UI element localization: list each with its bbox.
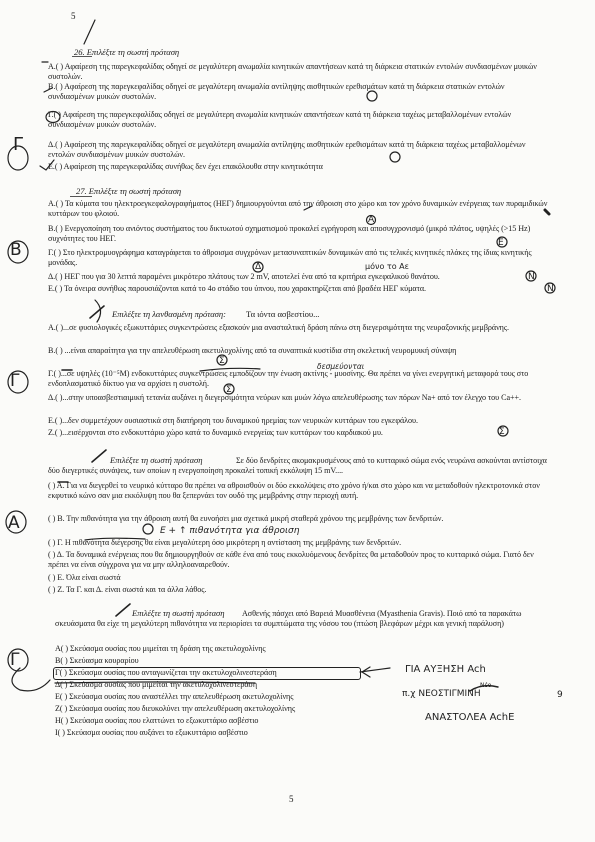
q28-option-c: Γ.( )...σε υψηλές (10⁻⁵M) ενδοκυττάριες συγκεντρώσεις εμποδίζουν την ένωση ακτίνης - μυοσίνης. Θα πρέπει να γίνει ενεργητική μεταφορά τους στο ενδοπλασματικό δίκτυο για να αρχίσει η συστολή.: [48, 369, 529, 388]
q29-option-c: ( ) Γ. Η πιθανότητα διέγερσης θα είναι μεγαλύτερη όσο μικρότερη η αντίσταση της μεμβράνης των δενδριτών.: [48, 538, 402, 547]
q28-option-d: Δ.( )...στην υποασβεστιαιμική τετανία αυξάνει η διεγερσιμότητα νεύρων και μυών λόγω απελευθέρωσης των πόρων Na+ από τον έλεγχο του Ca++.: [48, 393, 521, 402]
q26-prompt: Επιλέξτε τη σωστή πρόταση: [86, 47, 180, 57]
q29-intro: Σε δύο δενδρίτες ακομακρυσμένους από το κυτταρικό σώμα ενός νευρώνα ασκούνται αντίστοιχα δύο διεγερτικές συνάψεις, των οποίων η ενεργοποίηση προκαλεί τοπική εκκόλυψη 15 mV....: [48, 456, 547, 475]
q30-hand-mark-9: 9: [557, 690, 563, 700]
q29-handwritten-note: Ε + ↑ πιθανότητα για άθροιση: [160, 526, 300, 536]
q29-option-b: ( ) Β. Την πιθανότητα για την άθροιση αυτή θα ευνοήσει μια σχετικά μικρή σταθερά χρόνου της μεμβράνης των δενδριτών.: [48, 514, 444, 523]
q29-option-e: ( ) Ε. Όλα είναι σωστά: [48, 573, 121, 582]
q29-option-d: ( ) Δ. Τα δυναμικά ενέργειας που θα δημιουργηθούν σε κάθε ένα από τους εκκολυόμενους δενδρίτες θα μεταδοθούν προς το κυτταρικό σώμα. Γιατό δεν πρέπει να είναι σύγχρονα για να μην αλληλοαναιρεθούν.: [48, 550, 534, 569]
q27-answer-mark: Β: [10, 240, 22, 260]
q28-prompt-tail: Τα ιόντα ασβεστίου...: [246, 309, 320, 319]
q30-option-e: Ε( ) Σκεύασμα ουσίας που αναστέλλει την απελευθέρωση ακετυλοχολίνης: [55, 692, 294, 701]
q27-hand-mark-3: Δ: [255, 262, 262, 272]
q26-option-e: Ε.( ) Αφαίρεση της παρεγκεφαλίδας συνήθως δεν έχει επακόλουθα στην κινητικότητα: [48, 162, 323, 171]
q27-hand-mark-4: Ν: [528, 272, 535, 282]
q29-option-a: ( ) Α. Για να διεγερθεί το νευρικό κύτταρο θα πρέπει να αθροισθούν οι δύο εκκολύψεις στο χρόνο ή/και στο χώρο και να μεταδοθούν ηλεκτροτονικά στον εκφυτικό κώνο σαν μια εκκόλυψη που θα ξεπερνάει τον ουδό της μεμβράνης στην περιοχή αυτή.: [48, 481, 540, 500]
q26-number: 26.: [74, 47, 85, 57]
q28-option-b: Β.( ) ...είναι απαραίτητα για την απελευθέρωση ακετυλοχολίνης από τα συναπτικά κυστίδια στη σκελετική νευρομυική σύναψη: [48, 346, 457, 355]
q29-answer-mark: Α: [8, 513, 20, 533]
q27-option-b: Β.( ) Ενεργοποίηση του ανιόντος συστήματος του δικτυωτού σχηματισμού προκαλεί εγρήγορση και αποσυγχρονισμό (μικρό πλάτος, υψηλές (>15 Hz) συχνότητες του ΗΕΓ.: [48, 224, 531, 243]
q30-option-f: Ζ( ) Σκεύασμα ουσίας που διευκολύνει την απελευθέρωση ακετυλοχολίνης: [55, 704, 296, 713]
q27-option-d: Δ.( ) ΗΕΓ που για 30 λεπτά παραμένει μικρότερο πλάτους των 2 mV, αποτελεί ένα από τα κριτήρια εγκεφαλικού θανάτου.: [48, 272, 440, 281]
q26-answer-mark: Γ: [13, 134, 24, 155]
q30-option-h: Ι( ) Σκεύασμα ουσίας που αυξάνει το εξωκυττάριο ασβέστιο: [55, 728, 248, 737]
q26-option-a: Α.( ) Αφαίρεση της παρεγκεφαλίδας οδηγεί σε μεγαλύτερη ανωμαλία κινητικών απαντήσεων κατά τη διάρκεια στατικών εντολών συνδιασμένων μυικών συστολών.: [48, 62, 537, 81]
q30-prompt: Επιλέξτε τη σωστή πρόταση: [132, 608, 225, 618]
q27-prompt: Επιλέξτε τη σωστή πρόταση: [88, 186, 182, 196]
q30-handwritten-note-2-prefix: Νέο: [480, 682, 492, 689]
q27-option-c: Γ.( ) Στο ηλεκτρομυογράφημα καταγράφεται το άθροισμα συγχρόνων μετασυναπτικών δυναμικών από τις τελικές κινητικές πλάκες της ίδιας κινητικής μονάδας.: [48, 248, 532, 267]
q27-option-a: Α.( ) Τα κύματα του ηλεκτροεγκεφαλογραφήματος (ΗΕΓ) δημιουργούνται από την άθροιση στο χώρο και τον χρόνο δυναμικών ενέργειας των πυραμιδικών κυττάρων του φλοιού.: [48, 199, 548, 218]
q28-option-e: Ε.( )...δεν συμμετέχουν ουσιαστικά στη διατήρηση του δυναμικού ηρεμίας των νευρικών κυττάρων του εγκεφάλου.: [48, 416, 418, 425]
q28-hand-mark-1: Σ: [219, 356, 225, 366]
q27-number: 27.: [76, 186, 87, 196]
q26-option-c: Γ.( ) Αφαίρεση της παρεγκεφαλίδας οδηγεί σε μεγαλύτερη ανωμαλία κινητικών απαντήσεων κατά τη διάρκεια ταχέως μεταβαλλομένων εντολών συνδιασμένων μυικών συστολών.: [48, 110, 512, 129]
q29-option-f: ( ) Ζ. Τα Γ. και Δ. είναι σωστά και τα άλλα λάθος.: [48, 585, 207, 594]
q28-option-a: Α.( )...σε φυσιολογικές εξωκυττάριες συγκεντρώσεις εξασκούν μια ανασταλτική δράση πάνω στη διεγερσιμότητα της νευραξονικής μεμβράνης.: [48, 323, 509, 332]
corner-page-number: 5: [71, 11, 76, 21]
q28-hand-mark-2: Σ: [226, 385, 232, 395]
q29-prompt: Επιλέξτε τη σωστή πρόταση: [110, 455, 203, 465]
q28-handwritten-note: δεσμεύονται: [317, 362, 365, 371]
q30-intro: Ασθενής πάσχει από Βαρειά Μυασθένεια (Myasthenia Gravis). Ποιό από τα παρακάτω σκευάσματα θα είχε τη μεγαλύτερη πιθανότητα να περιορίσει τα συμπτώματα της νόσου του (πτώση βλεφάρων μέχρι και γενική παράλυση): [55, 609, 522, 628]
q26-option-d: Δ.( ) Αφαίρεση της παρεγκεφαλίδας οδηγεί σε μεγαλύτερη ανωμαλία αντίληψης αισθητικών ερεθισμάτων κατά τη διάρκεια ταχέως μεταβαλλομένων εντολών συνδιασμένων μυικών συστολών.: [48, 140, 526, 159]
q27-handwritten-note: μόνο το Αε: [365, 262, 409, 271]
q28-hand-mark-3: Σ: [499, 427, 505, 437]
q30-handwritten-note-2: π.χ ΝΕΟΣΤΙΓΜΙΝΗ: [402, 689, 481, 699]
q28-prompt: Επιλέξτε τη λανθασμένη πρόταση:: [112, 309, 226, 319]
q27-hand-mark-2: Ε: [498, 238, 504, 248]
q26-option-b: Β.( ) Αφαίρεση της παρεγκεφαλίδας οδηγεί σε μεγαλύτερη ανωμαλία αντίληψης αισθητικών ερεθισμάτων κατά τη διάρκεια στατικών εντολών συνδιασμένων μυικών συστολών.: [48, 82, 505, 101]
q30-handwritten-note-3: ΑΝΑΣΤΟΛΕΑ AchE: [425, 712, 515, 723]
q30-option-c: Γ( ) Σκεύασμα ουσίας που ανταγωνίζεται την ακετυλοχολινεστεράση: [55, 668, 277, 677]
q30-option-d: Δ( ) Σκεύασμα ουσίας που μιμείται την ακετυλοχολινεστεράση: [55, 680, 258, 689]
q27-hand-mark-1: Α: [368, 215, 375, 225]
q30-option-a: Α( ) Σκεύασμα ουσίας που μιμείται τη δράση της ακετυλοχολίνης: [55, 644, 266, 653]
q30-answer-mark: Γ: [10, 650, 20, 670]
q27-hand-mark-5: Ν: [547, 284, 554, 294]
q30-option-b: Β( ) Σκεύασμα κουραρίου: [55, 656, 139, 665]
footer-page-number: 5: [289, 794, 294, 804]
q28-option-f: Ζ.( )...εισέρχονται στο ενδοκυττάριο χώρο κατά το δυναμικό ενεργείας των κυττάρων του καρδιακού μυ.: [48, 428, 383, 437]
q27-option-e: Ε.( ) Τα όνειρα συνήθως παρουσιάζονται κατά το 4ο στάδιο του ύπνου, που χαρακτηρίζεται από βραδέα ΗΕΓ κύματα.: [48, 284, 426, 293]
q30-handwritten-note-1: ΓΙΑ ΑΥΞΗΣΗ Ach: [405, 664, 486, 675]
q28-answer-mark: Γ: [10, 371, 20, 391]
q30-option-g: Η( ) Σκεύασμα ουσίας που ελαττώνει το εξωκυττάριο ασβέστιο: [55, 716, 259, 725]
